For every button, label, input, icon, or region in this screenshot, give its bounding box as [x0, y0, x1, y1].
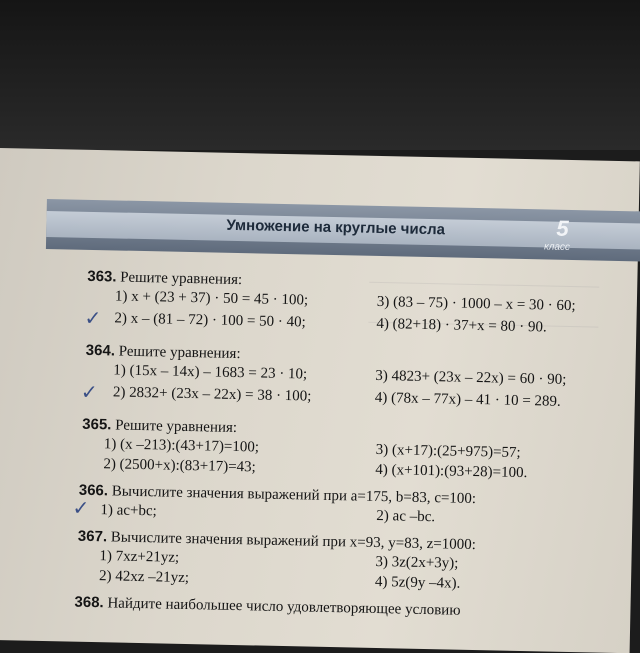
problem-367-item-4: 4) 5z(9y –4x). — [374, 573, 461, 592]
problem-363-heading: 363. Решите уравнения: — [87, 267, 243, 289]
problem-368-heading: 368. Найдите наибольшее число удовлетворяющее условию — [74, 593, 461, 619]
problem-366-heading: 366. Вычислите значения выражений при a=175, b=83, c=100: — [78, 481, 477, 508]
problem-363-item-4: 4) (82+18) · 37+x = 80 · 90. — [376, 315, 547, 336]
problem-366-item-1: 1) ac+bc; — [100, 502, 157, 520]
problem-367-item-1: 1) 7xz+21yz; — [99, 548, 180, 566]
problem-367-item-3: 3) 3z(2x+3y); — [375, 553, 459, 572]
problem-364-heading: 364. Решите уравнения: — [85, 341, 241, 363]
problem-364-item-2: 2) 2832+ (23x – 22x) = 38 · 100; — [112, 384, 312, 405]
show-through — [369, 268, 599, 288]
problem-365-heading: 365. Решите уравнения: — [82, 415, 238, 437]
check-mark-icon: ✓ — [84, 305, 102, 331]
problem-367-item-2: 2) 42xz –21yz; — [98, 568, 190, 587]
problem-364-item-1: 1) (15x – 14x) – 1683 = 23 · 10; — [113, 362, 308, 383]
grade-label: класс — [543, 241, 571, 253]
problem-365-item-4: 4) (x+101):(93+28)=100. — [375, 461, 528, 482]
problem-367-heading: 367. Вычислите значения выражений при x=93, y=83, z=1000: — [77, 527, 477, 554]
problem-365-item-2: 2) (2500+x):(83+17)=43; — [103, 456, 256, 476]
textbook-page — [0, 148, 640, 653]
problem-366-item-2: 2) ac –bc. — [376, 507, 436, 526]
check-mark-icon: ✓ — [80, 379, 98, 405]
problem-364-item-4: 4) (78x – 77x) – 41 · 10 = 289. — [374, 389, 561, 410]
problem-364-item-3: 3) 4823+ (23x – 22x) = 60 · 90; — [375, 367, 567, 388]
problem-363-item-3: 3) (83 – 75) · 1000 – x = 30 · 60; — [376, 293, 576, 315]
chapter-title: Умножение на круглые числа — [226, 216, 446, 239]
problem-365-item-3: 3) (x+17):(25+975)=57; — [375, 441, 521, 461]
problem-363-item-2: 2) x – (81 – 72) · 100 = 50 · 40; — [114, 310, 306, 331]
problem-363-item-1: 1) x + (23 + 37) · 50 = 45 · 100; — [114, 288, 309, 309]
check-mark-icon: ✓ — [72, 495, 90, 520]
grade-number: 5 — [556, 215, 569, 241]
background-dark — [0, 0, 640, 150]
problem-365-item-1: 1) (x –213):(43+17)=100; — [103, 436, 260, 456]
